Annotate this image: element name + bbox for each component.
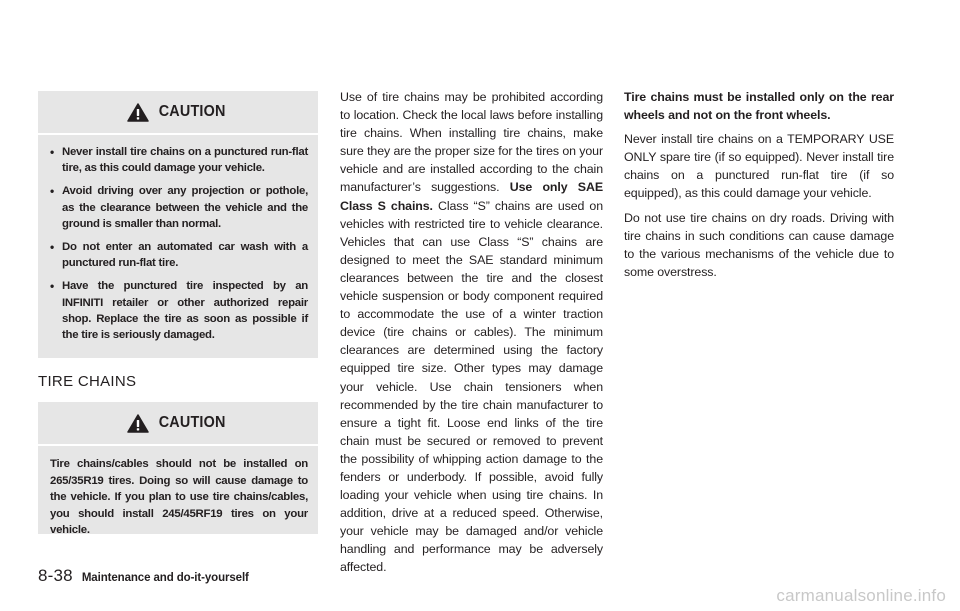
- caution-box-run-flat: [38, 91, 318, 358]
- warning-triangle-icon: [127, 103, 149, 122]
- caution-box-tire-chains: [38, 402, 318, 534]
- watermark: carmanualsonline.info: [776, 586, 946, 605]
- body-column-middle: [340, 88, 603, 583]
- paragraph: Use of tire chains may be prohibited according to location. Check the local laws before installing tire chains. When installing tire chains, make sure they are the proper size for the tires on your vehicle and are installed according to the chain manufacturer’s suggestions. Use only SAE Class S chains. Class “S” chains are used on vehicles with restricted tire to vehicle clearance. Vehicles that can use Class “S” chains are designed to meet the SAE standard minimum clearances between the tire and the closest vehicle suspension or body component required to accommodate the use of a winter traction device (tire chains or cables). The minimum clearances are determined using the factory equipped tire size. Other types may damage your vehicle. Use chain tensioners when recommended by the tire chain manufacturer to ensure a tight fit. Loose end links of the tire chain must be secured or removed to prevent the possibility of whipping action damage to the fenders or underbody. If possible, avoid fully loading your vehicle when using tire chains. In addition, drive at a reduced speed. Otherwise, your vehicle may be damaged and/or vehicle handling and performance may be adversely affected.: [340, 90, 603, 575]
- paragraph: Do not use tire chains on dry roads. Driving with tire chains in such conditions can cause damage to the various mechanisms of the vehicle due to some overstress.: [624, 210, 894, 279]
- page-footer: [38, 566, 249, 586]
- page-number: 8-38: [38, 566, 73, 585]
- bullet: •: [50, 184, 54, 199]
- caution-item: • Have the punctured tire inspected by an INFINITI retailer or other authorized repair shop. Replace the tire as soon as possible if the tire is seriously damaged.: [50, 279, 308, 342]
- caution-header: [38, 402, 318, 446]
- bullet: •: [50, 279, 54, 294]
- caution-item: • Avoid driving over any projection or pothole, as the clearance between the vehicle and the ground is smaller than normal.: [50, 184, 308, 230]
- caution-item: • Do not enter an automated car wash with a punctured run-flat tire.: [50, 240, 308, 270]
- caution-item: • Never install tire chains on a punctured run-flat tire, as this could damage your vehicle.: [50, 145, 308, 175]
- section-title-tire-chains: TIRE CHAINS: [38, 373, 137, 390]
- caution-list: [50, 144, 308, 343]
- caution-title: CAUTION: [158, 414, 226, 431]
- paragraph-bold: Tire chains must be installed only on the rear wheels and not on the front wheels.: [624, 90, 894, 123]
- bullet: •: [50, 240, 54, 255]
- paragraph: Never install tire chains on a TEMPORARY USE ONLY spare tire (if so equipped). Never install tire chains on a punctured run-flat tire (if so equipped), as this could damage your vehicle.: [624, 132, 894, 201]
- warning-triangle-icon: [127, 414, 149, 433]
- chapter-title: Maintenance and do-it-yourself: [81, 572, 249, 584]
- caution-header: [38, 91, 318, 135]
- body-column-right: [624, 88, 894, 287]
- bullet: •: [50, 145, 54, 159]
- caution-title: CAUTION: [158, 103, 226, 120]
- bold-emphasis: Use only SAE Class S chains.: [340, 180, 603, 213]
- caution-text: Tire chains/cables should not be installed on 265/35R19 tires. Doing so will cause damage to the vehicle. If you plan to use tire chains/cables, you should install 245/45RF19 tires on your vehicle.: [50, 458, 308, 536]
